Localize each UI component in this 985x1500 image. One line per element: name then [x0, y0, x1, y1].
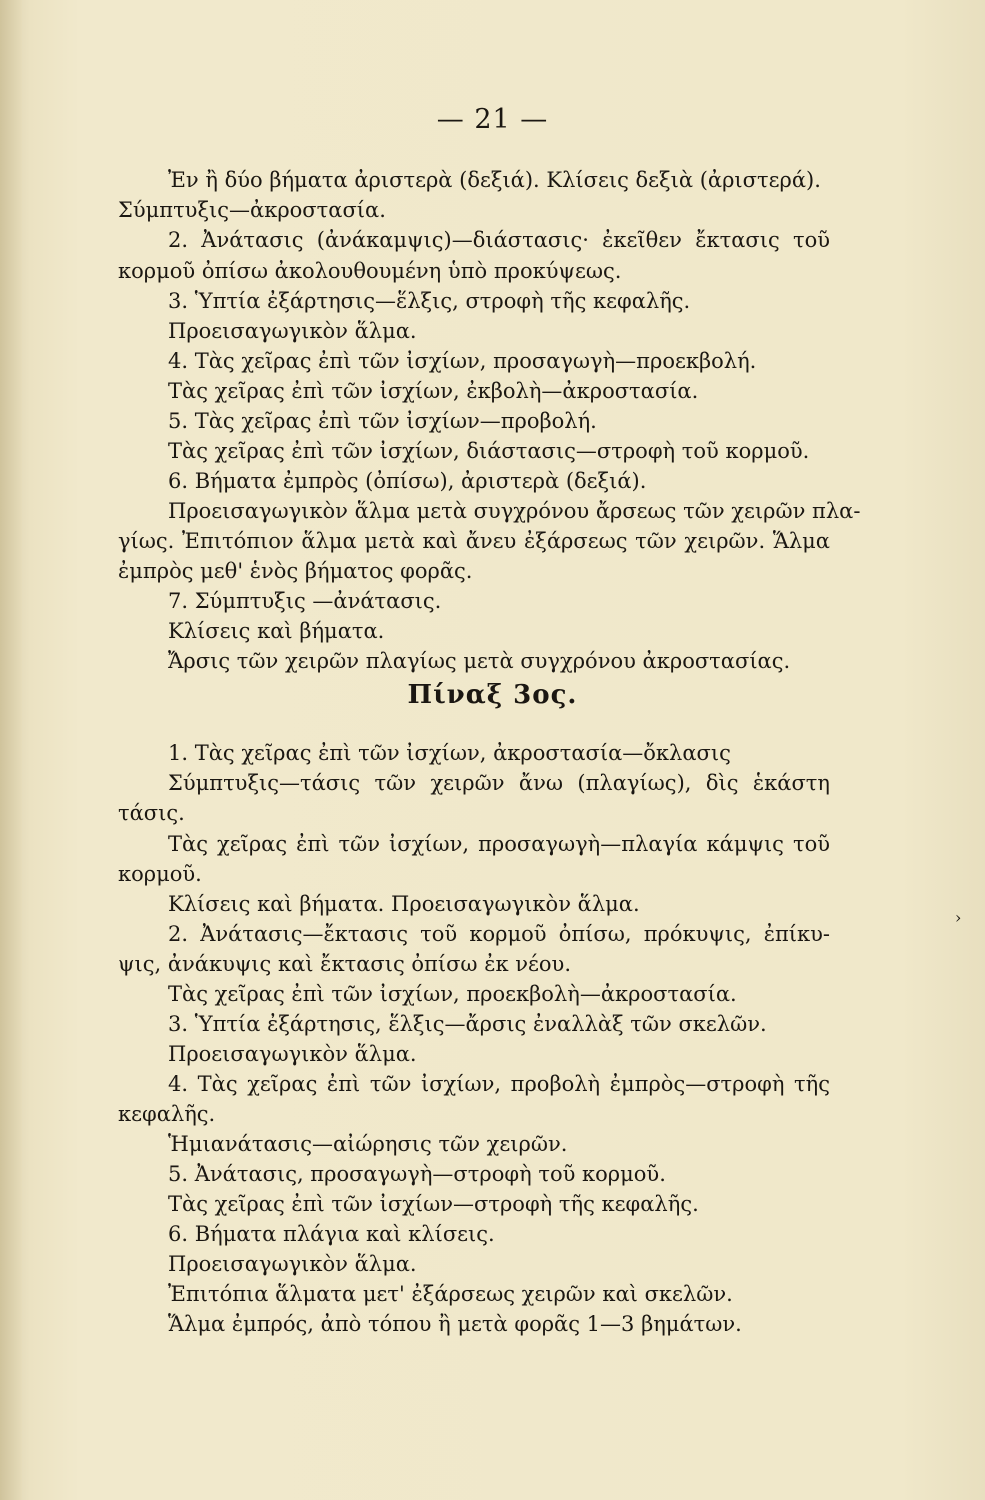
- text-line: ψις, ἀνάκυψις καὶ ἔκτασις ὀπίσω ἐκ νέου.: [118, 952, 571, 976]
- text-line: Τὰς χεῖρας ἐπὶ τῶν ἰσχίων, διάστασις—στροφὴ τοῦ κορμοῦ.: [168, 439, 810, 463]
- text-line: ἐμπρὸς μεθ' ἑνὸς βήματος φορᾶς.: [118, 559, 473, 583]
- text-line: Ἐπιτόπια ἅλματα μετ' ἐξάρσεως χειρῶν καὶ σκελῶν.: [168, 1282, 733, 1306]
- text-line: 7. Σύμπτυξις —ἀνάτασις.: [168, 589, 442, 613]
- text-line: 5. Τὰς χεῖρας ἐπὶ τῶν ἰσχίων—προβολή.: [168, 409, 597, 433]
- text-line: Προεισαγωγικὸν ἅλμα μετὰ συγχρόνου ἄρσεως τῶν χειρῶν πλα-: [168, 499, 861, 523]
- text-line: Ἡμιανάτασις—αἰώρησις τῶν χειρῶν.: [168, 1132, 568, 1156]
- text-line: 4. Τὰς χεῖρας ἐπὶ τῶν ἰσχίων, προβολὴ ἐμπρὸς—στροφὴ τῆς: [168, 1072, 830, 1096]
- text-line: κορμοῦ ὀπίσω ἀκολουθουμένη ὑπὸ προκύψεως.: [118, 259, 622, 283]
- text-line: Τὰς χεῖρας ἐπὶ τῶν ἰσχίων, ἐκβολὴ—ἀκροστασία.: [168, 379, 699, 403]
- section-heading: Πίναξ 3ος.: [407, 680, 578, 710]
- text-line: Ἄρσις τῶν χειρῶν πλαγίως μετὰ συγχρόνου ἀκροστασίας.: [168, 649, 791, 673]
- text-line: 5. Ἀνάτασις, προσαγωγὴ—στροφὴ τοῦ κορμοῦ.: [168, 1162, 666, 1186]
- text-line: Προεισαγωγικὸν ἅλμα.: [168, 1252, 417, 1276]
- text-line: Τὰς χεῖρας ἐπὶ τῶν ἰσχίων, προσαγωγὴ—πλαγία κάμψις τοῦ: [168, 832, 830, 856]
- text-line: 2. Ἀνάτασις—ἔκτασις τοῦ κορμοῦ ὀπίσω, πρόκυψις, ἐπίκυ-: [168, 922, 830, 946]
- text-line: Τὰς χεῖρας ἐπὶ τῶν ἰσχίων, προεκβολὴ—ἀκροστασία.: [168, 982, 737, 1006]
- text-line: Προεισαγωγικὸν ἅλμα.: [168, 1042, 417, 1066]
- text-line: 2. Ἀνάτασις (ἀνάκαμψις)—διάστασις· ἐκεῖθεν ἔκτασις τοῦ: [168, 228, 830, 252]
- page-gutter: [0, 0, 22, 1500]
- text-line: Κλίσεις καὶ βήματα. Προεισαγωγικὸν ἅλμα.: [168, 892, 640, 916]
- text-line: Σύμπτυξις—ἀκροστασία.: [118, 198, 386, 222]
- text-line: Σύμπτυξις—τάσις τῶν χειρῶν ἄνω (πλαγίως), δὶς ἑκάστη: [168, 771, 830, 795]
- text-line: κορμοῦ.: [118, 862, 202, 886]
- text-line: Προεισαγωγικὸν ἅλμα.: [168, 319, 417, 343]
- margin-mark: ›: [955, 908, 962, 927]
- text-line: 4. Τὰς χεῖρας ἐπὶ τῶν ἰσχίων, προσαγωγὴ—προεκβολή.: [168, 349, 757, 373]
- text-line: τάσις.: [118, 801, 185, 825]
- text-line: Ἐν ἢ δύο βήματα ἀριστερὰ (δεξιά). Κλίσεις δεξιὰ (ἀριστερά).: [168, 168, 821, 192]
- text-line: 6. Βήματα πλάγια καὶ κλίσεις.: [168, 1222, 495, 1246]
- page-number: — 21 —: [436, 104, 549, 135]
- text-line: Κλίσεις καὶ βήματα.: [168, 619, 385, 643]
- text-line: Τὰς χεῖρας ἐπὶ τῶν ἰσχίων—στροφὴ τῆς κεφαλῆς.: [168, 1192, 699, 1216]
- text-line: γίως. Ἐπιτόπιον ἅλμα μετὰ καὶ ἄνευ ἐξάρσεως τῶν χειρῶν. Ἅλμα: [118, 529, 830, 553]
- text-line: Ἅλμα ἐμπρός, ἀπὸ τόπου ἢ μετὰ φορᾶς 1—3 βημάτων.: [168, 1312, 742, 1336]
- text-line: 3. Ὑπτία ἐξάρτησις—ἕλξις, στροφὴ τῆς κεφαλῆς.: [168, 289, 691, 313]
- text-line: 1. Τὰς χεῖρας ἐπὶ τῶν ἰσχίων, ἀκροστασία—ὄκλασις: [168, 741, 731, 765]
- text-line: 3. Ὑπτία ἐξάρτησις, ἕλξις—ἄρσις ἐναλλὰξ τῶν σκελῶν.: [168, 1012, 767, 1036]
- text-line: 6. Βήματα ἐμπρὸς (ὀπίσω), ἀριστερὰ (δεξιά).: [168, 469, 647, 493]
- text-line: κεφαλῆς.: [118, 1102, 216, 1126]
